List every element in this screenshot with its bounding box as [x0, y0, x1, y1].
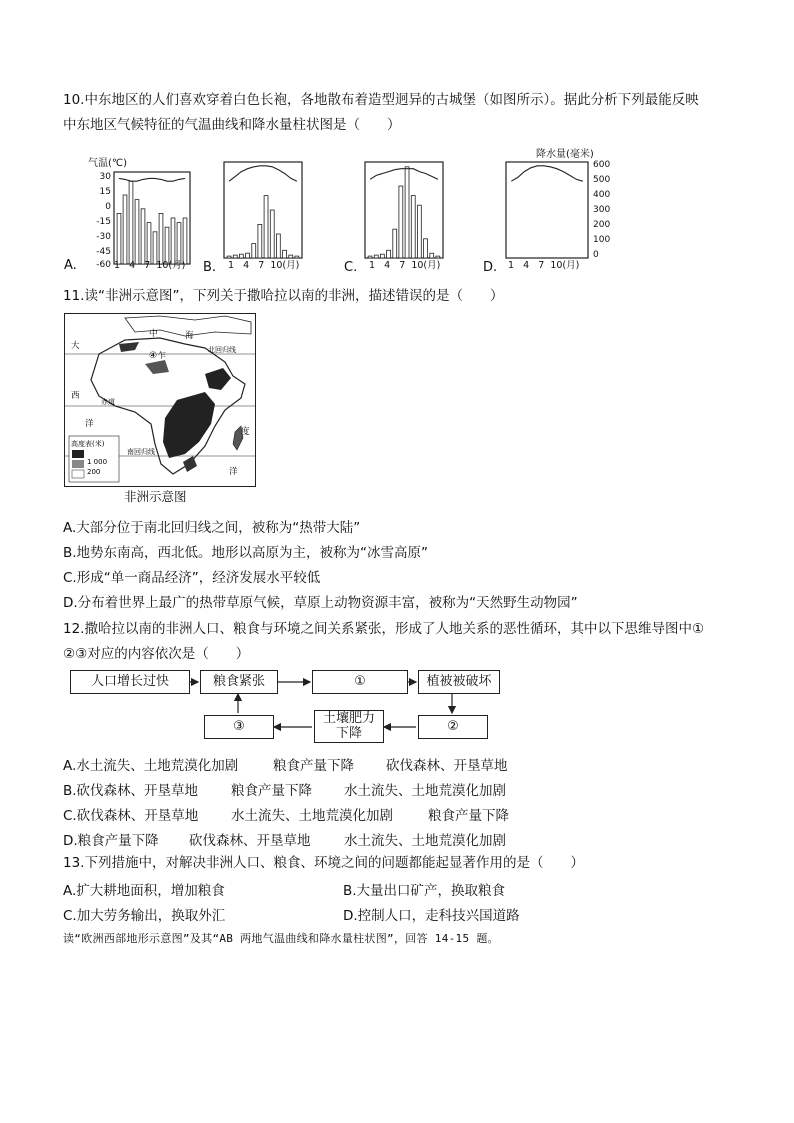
map-caption: 非洲示意图 [124, 489, 187, 504]
equator-label: 赤道 [101, 398, 115, 406]
q12-d-part2: 砍伐森林、开垦草地 [189, 833, 311, 849]
ocean-label: 度 [241, 427, 250, 437]
legend-title: 高度表(米) [71, 440, 105, 448]
month-tick: 10 [270, 260, 283, 271]
temp-axis-title: 气温(℃) [88, 158, 128, 169]
q10-option-a-letter: A. [64, 258, 77, 273]
sea-label: 中 [149, 329, 158, 339]
q12-c-part1: C.砍伐森林、开垦草地 [63, 808, 199, 824]
month-tick: 10 [550, 260, 563, 271]
q12-c-part2: 水土流失、土地荒漠化加剧 [231, 808, 393, 824]
sea-label: 海 [185, 331, 194, 341]
precip-tick: 600 [593, 160, 611, 170]
q12-d-part3: 水土流失、土地荒漠化加剧 [344, 833, 506, 849]
month-tick: 4 [384, 260, 391, 271]
q10-stem-line1: 10.中东地区的人们喜欢穿着白色长袍，各地散布着造型迥异的古城堡（如图所示）。据此分析下列最能反映 [63, 92, 699, 108]
temp-tick: -15 [96, 217, 111, 227]
temp-tick: -45 [96, 247, 111, 257]
flow-box-population: 人口增长过快 [70, 670, 190, 694]
precip-tick: 300 [593, 205, 611, 215]
month-tick: 1 [369, 260, 376, 271]
precip-tick: 400 [593, 190, 611, 200]
q13-stem: 13.下列措施中，对解决非洲人口、粮食、环境之间的问题都能起显著作用的是（ ） [63, 855, 584, 871]
flow-box-vegetation: 植被被破坏 [418, 670, 500, 694]
flow-box-soil-line1: 土壤肥力 [322, 711, 375, 726]
q12-b-part3: 水土流失、土地荒漠化加剧 [344, 783, 506, 799]
month-tick: 4 [243, 260, 250, 271]
circle-marker: ④ [149, 351, 158, 361]
month-unit: (月) [282, 260, 300, 271]
temp-tick: -30 [96, 232, 111, 242]
month-unit: (月) [168, 260, 186, 271]
q12-b-part2: 粮食产量下降 [231, 783, 312, 799]
month-tick: 1 [508, 260, 515, 271]
month-tick: 7 [258, 260, 265, 271]
q11-stem: 11.读“非洲示意图”，下列关于撒哈拉以南的非洲，描述错误的是（ ） [63, 288, 504, 304]
temp-tick: 30 [99, 172, 111, 182]
flow-box-2: ② [418, 715, 488, 739]
q12-c-part3: 粮食产量下降 [428, 808, 509, 824]
q10-option-b-letter: B. [203, 260, 217, 275]
q12-stem-line2: ②③对应的内容依次是（ ） [63, 646, 250, 662]
legend-200: 200 [87, 468, 101, 476]
q12-stem-line1: 12.撒哈拉以南的非洲人口、粮食与环境之间关系紧张，形成了人地关系的恶性循环，其中以下思维导图中① [63, 621, 705, 637]
month-unit: (月) [562, 260, 580, 271]
flow-box-1: ① [312, 670, 408, 694]
month-unit: (月) [423, 260, 441, 271]
ocean-label: 西 [71, 391, 80, 401]
q11-option-c: C.形成“单一商品经济”，经济发展水平较低 [63, 570, 321, 586]
reading-note: 读“欧洲西部地形示意图”及其“AB 两地气温曲线和降水量柱状图”，回答 14-15 题。 [63, 932, 499, 945]
precip-axis-title: 降水量(毫米) [536, 149, 594, 160]
month-tick: 7 [399, 260, 406, 271]
ocean-label: 洋 [229, 467, 238, 477]
temp-tick: -60 [96, 260, 111, 270]
month-tick: 1 [114, 260, 121, 271]
q13-option-b: B.大量出口矿产，换取粮食 [343, 883, 506, 899]
precip-tick: 0 [593, 250, 599, 260]
ocean-label: 洋 [85, 419, 94, 429]
flow-box-food: 粮食紧张 [200, 670, 278, 694]
month-tick: 7 [144, 260, 151, 271]
month-tick: 4 [129, 260, 136, 271]
precip-tick: 100 [593, 235, 611, 245]
lake-label: 乍 [158, 351, 166, 360]
q10-option-d-letter: D. [483, 260, 498, 275]
q12-d-part1: D.粮食产量下降 [63, 833, 159, 849]
month-tick: 4 [523, 260, 530, 271]
q11-option-d: D.分布着世界上最广的热带草原气候，草原上动物资源丰富，被称为“天然野生动物园” [63, 595, 578, 611]
ocean-label: 大 [71, 341, 80, 351]
q12-a-part3: 砍伐森林、开垦草地 [386, 758, 508, 774]
precip-tick: 500 [593, 175, 611, 185]
tropic-south-label: 南回归线 [127, 448, 155, 456]
tropic-north-label: 北回归线 [208, 346, 236, 354]
flow-box-soil-line2: 下降 [335, 726, 362, 741]
precip-tick: 200 [593, 220, 611, 230]
month-tick: 10 [411, 260, 424, 271]
month-tick: 10 [156, 260, 169, 271]
temp-tick: 0 [105, 202, 111, 212]
month-tick: 1 [228, 260, 235, 271]
legend-1000: 1 000 [87, 458, 108, 466]
q10-stem-line2: 中东地区气候特征的气温曲线和降水量柱状图是（ ） [63, 117, 401, 133]
q12-b-part1: B.砍伐森林、开垦草地 [63, 783, 199, 799]
q12-a-part2: 粮食产量下降 [273, 758, 354, 774]
temp-tick: 15 [99, 187, 111, 197]
q11-option-a: A.大部分位于南北回归线之间，被称为“热带大陆” [63, 520, 361, 536]
q11-option-b: B.地势东南高，西北低。地形以高原为主，被称为“冰雪高原” [63, 545, 429, 561]
q13-option-d: D.控制人口，走科技兴国道路 [343, 908, 520, 924]
q12-a-part1: A.水土流失、土地荒漠化加剧 [63, 758, 239, 774]
q13-option-a: A.扩大耕地面积，增加粮食 [63, 883, 225, 899]
flow-box-3: ③ [204, 715, 274, 739]
month-tick: 7 [538, 260, 545, 271]
q13-option-c: C.加大劳务输出，换取外汇 [63, 908, 226, 924]
q10-option-c-letter: C. [344, 260, 358, 275]
